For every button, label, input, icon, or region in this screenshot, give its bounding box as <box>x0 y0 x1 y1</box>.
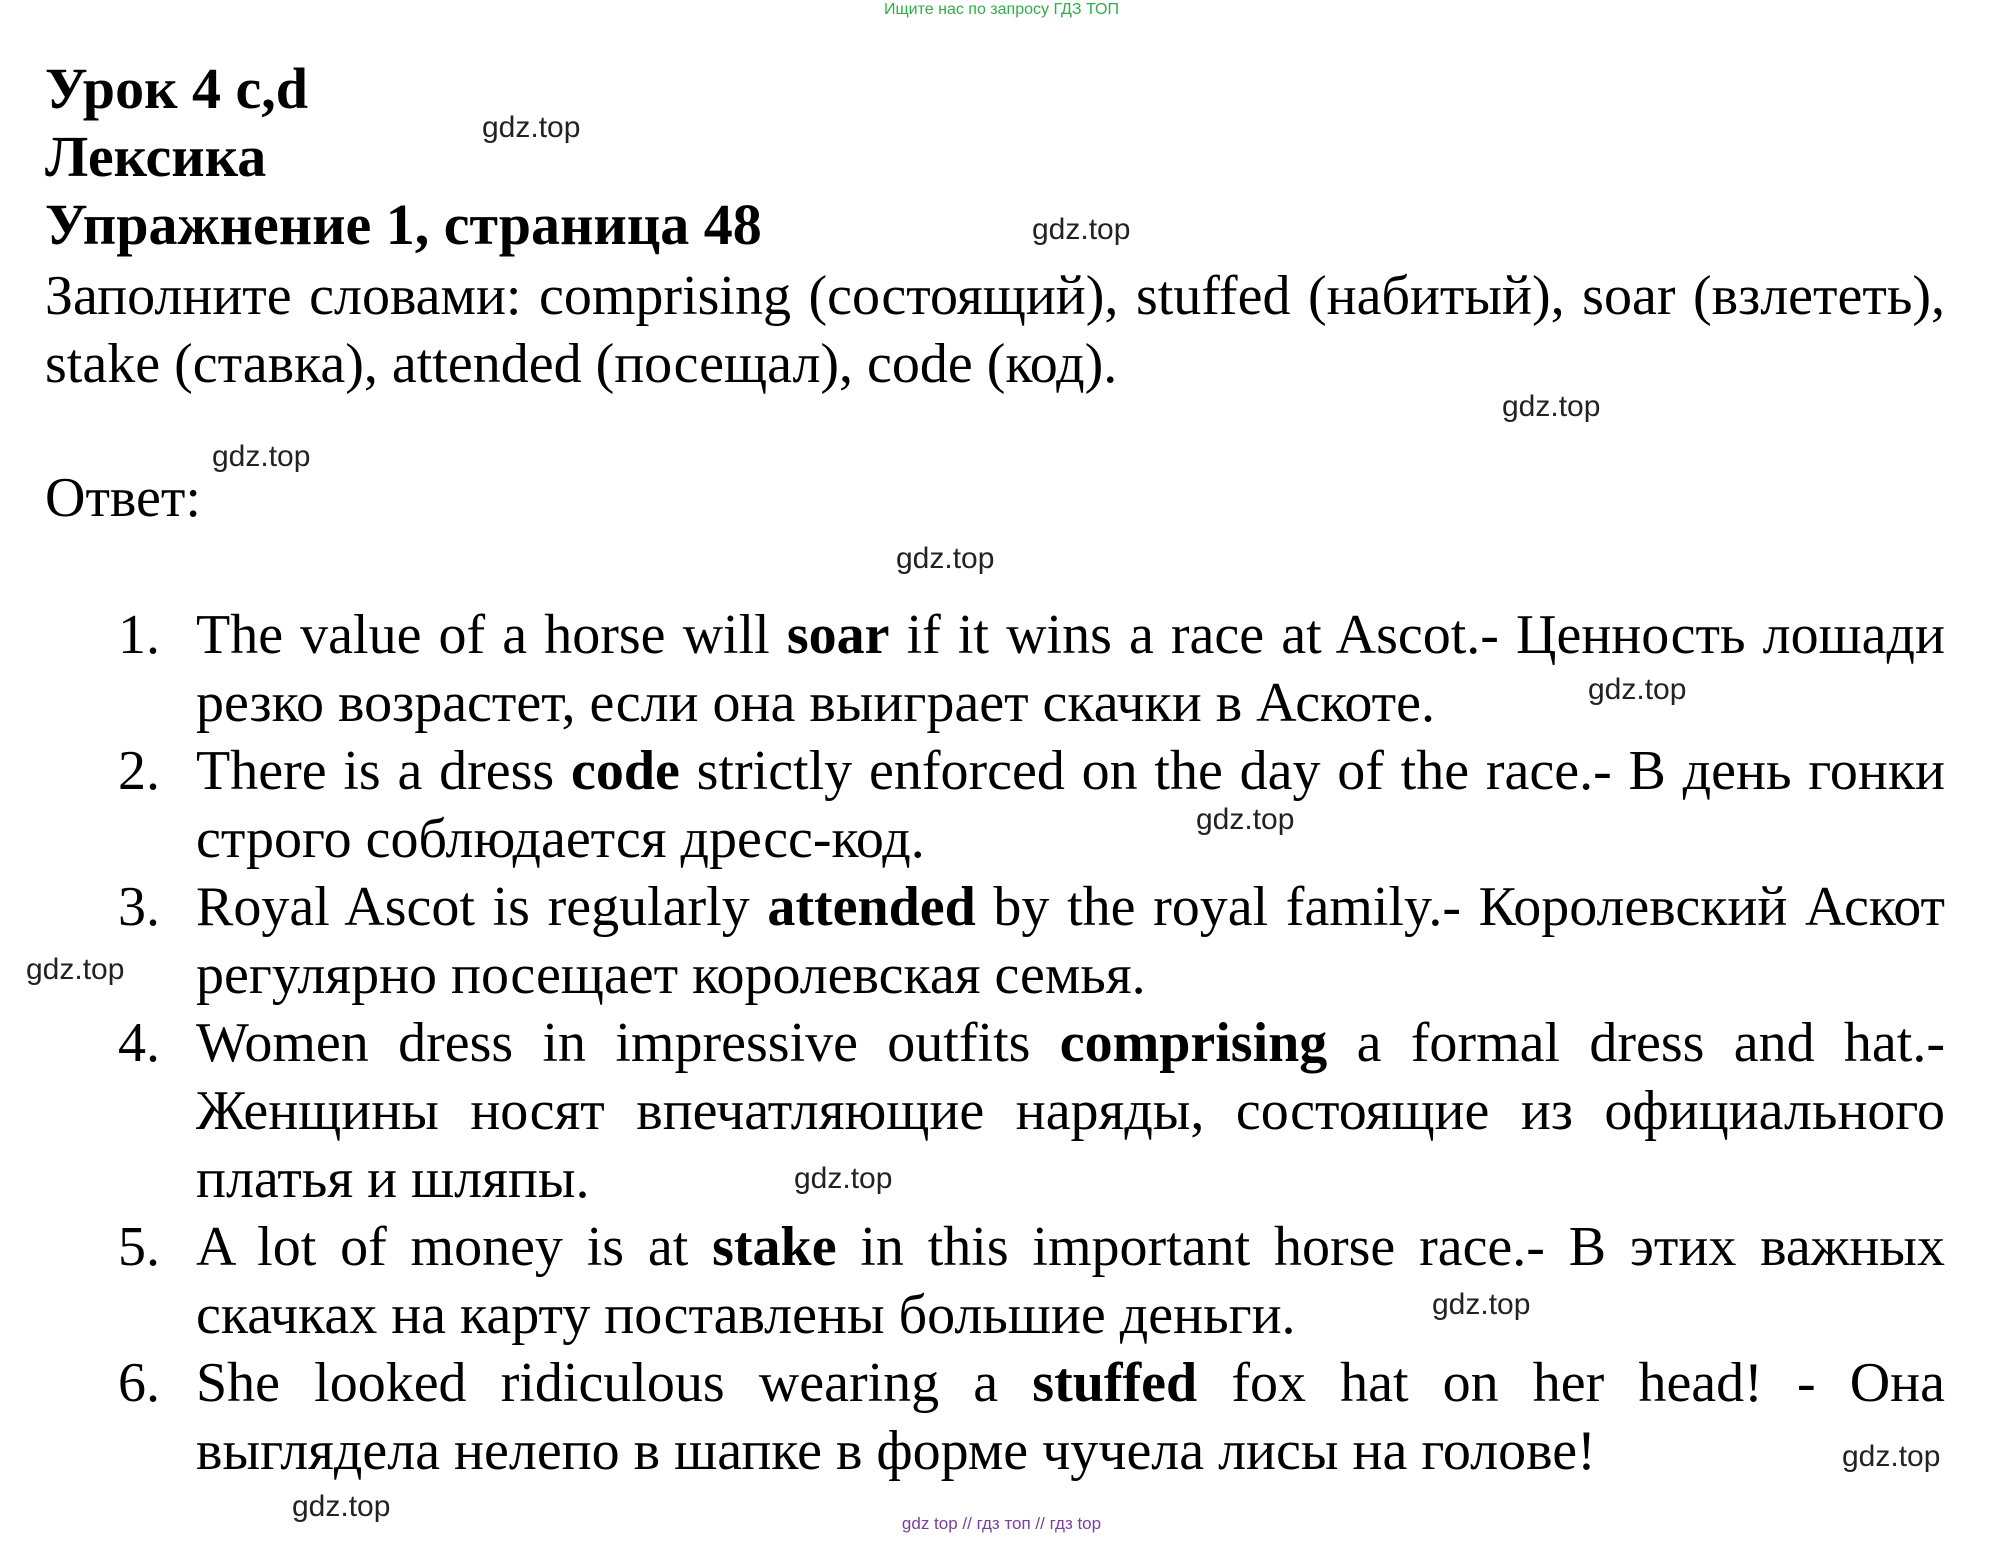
watermark: gdz.top <box>1588 673 1687 706</box>
watermark: gdz.top <box>212 440 311 473</box>
answer-item <box>118 1009 1945 1213</box>
watermark: gdz.top <box>1032 213 1131 246</box>
answer-number: 6. <box>118 1352 160 1414</box>
answer-text: The value of a horse will soar if it wins a race at Ascot.- Ценность лошади резко возрастет, если она выиграет скачки в Аскоте. <box>196 604 1945 734</box>
answer-text: She looked ridiculous wearing a stuffed fox hat on her head! - Она выглядела нелепо в шапке в форме чучела лисы на голове! <box>196 1352 1945 1482</box>
watermark: gdz.top <box>1842 1440 1941 1473</box>
answer-keyword: stuffed <box>1032 1352 1198 1414</box>
answer-item <box>118 1213 1945 1349</box>
watermark: gdz.top <box>292 1490 391 1523</box>
answer-label: Ответ: <box>45 467 201 529</box>
answer-number: 2. <box>118 740 160 802</box>
answer-item <box>118 737 1945 873</box>
top-banner: Ищите нас по запросу ГДЗ ТОП <box>884 1 1119 18</box>
task-instructions: Заполните словами: comprising (состоящий), stuffed (набитый), soar (взлететь), stake (ставка), attended (посещал), code (код). <box>45 265 1945 395</box>
lesson-title: Урок 4 c,d <box>45 56 308 121</box>
answer-list <box>118 601 1945 1485</box>
answer-keyword: attended <box>767 876 976 938</box>
answer-number: 1. <box>118 604 160 666</box>
answer-keyword: comprising <box>1059 1012 1328 1074</box>
answer-text: There is a dress code strictly enforced on the day of the race.- В день гонки строго соблюдается дресс-код. <box>196 740 1945 870</box>
answer-keyword: soar <box>786 604 890 666</box>
answer-number: 4. <box>118 1012 160 1074</box>
answer-text: Women dress in impressive outfits comprising a formal dress and hat.- Женщины носят впечатляющие наряды, состоящие из официального платья и шляпы. <box>196 1012 1945 1210</box>
footer: gdz top // гдз топ // гдз top <box>901 1514 1102 1533</box>
watermark: gdz.top <box>896 542 995 575</box>
answer-item <box>118 601 1945 737</box>
answer-number: 5. <box>118 1216 160 1278</box>
answer-item <box>118 1349 1945 1485</box>
watermark: gdz.top <box>1432 1288 1531 1321</box>
answer-keyword: stake <box>712 1216 837 1278</box>
section-title: Лексика <box>45 124 267 189</box>
watermark: gdz.top <box>1196 803 1295 836</box>
answer-keyword: code <box>571 740 680 802</box>
watermark: gdz.top <box>794 1162 893 1195</box>
answer-number: 3. <box>118 876 160 938</box>
watermark: gdz.top <box>482 111 581 144</box>
answer-text: A lot of money is at stake in this important horse race.- В этих важных скачках на карту поставлены большие деньги. <box>196 1216 1946 1346</box>
watermark: gdz.top <box>26 953 125 986</box>
answer-item <box>118 873 1945 1009</box>
answer-text: Royal Ascot is regularly attended by the royal family.- Королевский Аскот регулярно посещает королевская семья. <box>196 876 1945 1006</box>
watermark: gdz.top <box>1502 390 1601 423</box>
exercise-title: Упражнение 1, страница 48 <box>45 192 762 257</box>
